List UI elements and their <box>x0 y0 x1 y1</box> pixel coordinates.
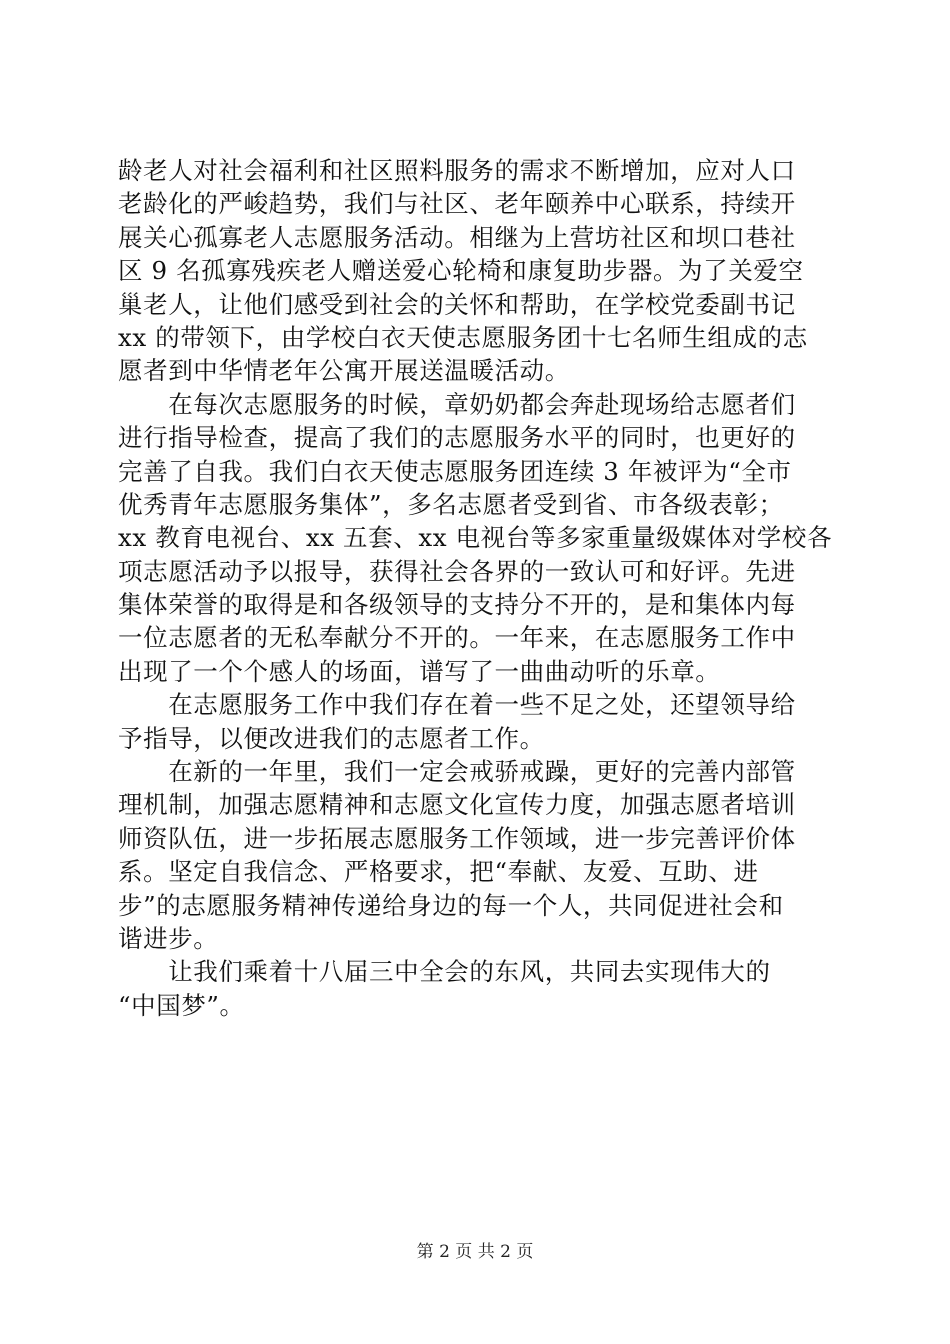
text-line: 步”的志愿服务精神传递给身边的每一个人，共同促进社会和 <box>118 890 784 920</box>
text-line: 师资队伍，进一步拓展志愿服务工作领域，进一步完善评价体 <box>118 823 796 853</box>
text-line: 巢老人，让他们感受到社会的关怀和帮助，在学校党委副书记 <box>118 289 796 319</box>
text-line: 谐进步。 <box>118 923 219 953</box>
text-line: 进行指导检查，提高了我们的志愿服务水平的同时，也更好的 <box>118 423 796 453</box>
text-line: 集体荣誉的取得是和各级领导的支持分不开的，是和集体内每 <box>118 590 796 620</box>
text-line: 系。坚定自我信念、严格要求，把“奉献、友爱、互助、进 <box>118 857 759 887</box>
text-line: 项志愿活动予以报导，获得社会各界的一致认可和好评。先进 <box>118 556 796 586</box>
text-line: 理机制，加强志愿精神和志愿文化宣传力度，加强志愿者培训 <box>118 790 796 820</box>
text-line: 优秀青年志愿服务集体”，多名志愿者受到省、市各级表彰； <box>118 489 784 519</box>
text-line: 在志愿服务工作中我们存在着一些不足之处，还望领导给 <box>118 690 796 720</box>
text-line: 区 9 名孤寡残疾老人赠送爱心轮椅和康复助步器。为了关爱空 <box>118 256 804 286</box>
text-line: 让我们乘着十八届三中全会的东风，共同去实现伟大的 <box>118 957 771 987</box>
page-number-footer: 第 2 页 共 2 页 <box>416 1242 534 1262</box>
text-line: “中国梦”。 <box>118 990 245 1020</box>
text-line: 展关心孤寡老人志愿服务活动。相继为上营坊社区和坝口巷社 <box>118 222 796 252</box>
text-line: 龄老人对社会福利和社区照料服务的需求不断增加，应对人口 <box>118 156 796 185</box>
text-line: 在每次志愿服务的时候，章奶奶都会奔赴现场给志愿者们 <box>118 389 796 419</box>
text-line: 在新的一年里，我们一定会戒骄戒躁，更好的完善内部管 <box>118 757 796 787</box>
text-line: xx 教育电视台、xx 五套、xx 电视台等多家重量级媒体对学校各 <box>118 523 833 553</box>
text-line: 出现了一个个感人的场面，谱写了一曲曲动听的乐章。 <box>118 656 721 686</box>
text-line: 予指导，以便改进我们的志愿者工作。 <box>118 723 545 753</box>
document-body <box>118 154 834 1022</box>
text-line: 完善了自我。我们白衣天使志愿服务团连续 3 年被评为“全市 <box>118 456 792 486</box>
text-line: xx 的带领下，由学校白衣天使志愿服务团十七名师生组成的志 <box>118 322 808 352</box>
text-line: 愿者到中华情老年公寓开展送温暖活动。 <box>118 356 570 386</box>
text-line: 老龄化的严峻趋势，我们与社区、老年颐养中心联系，持续开 <box>118 189 796 219</box>
text-line: 一位志愿者的无私奉献分不开的。一年来，在志愿服务工作中 <box>118 623 796 653</box>
